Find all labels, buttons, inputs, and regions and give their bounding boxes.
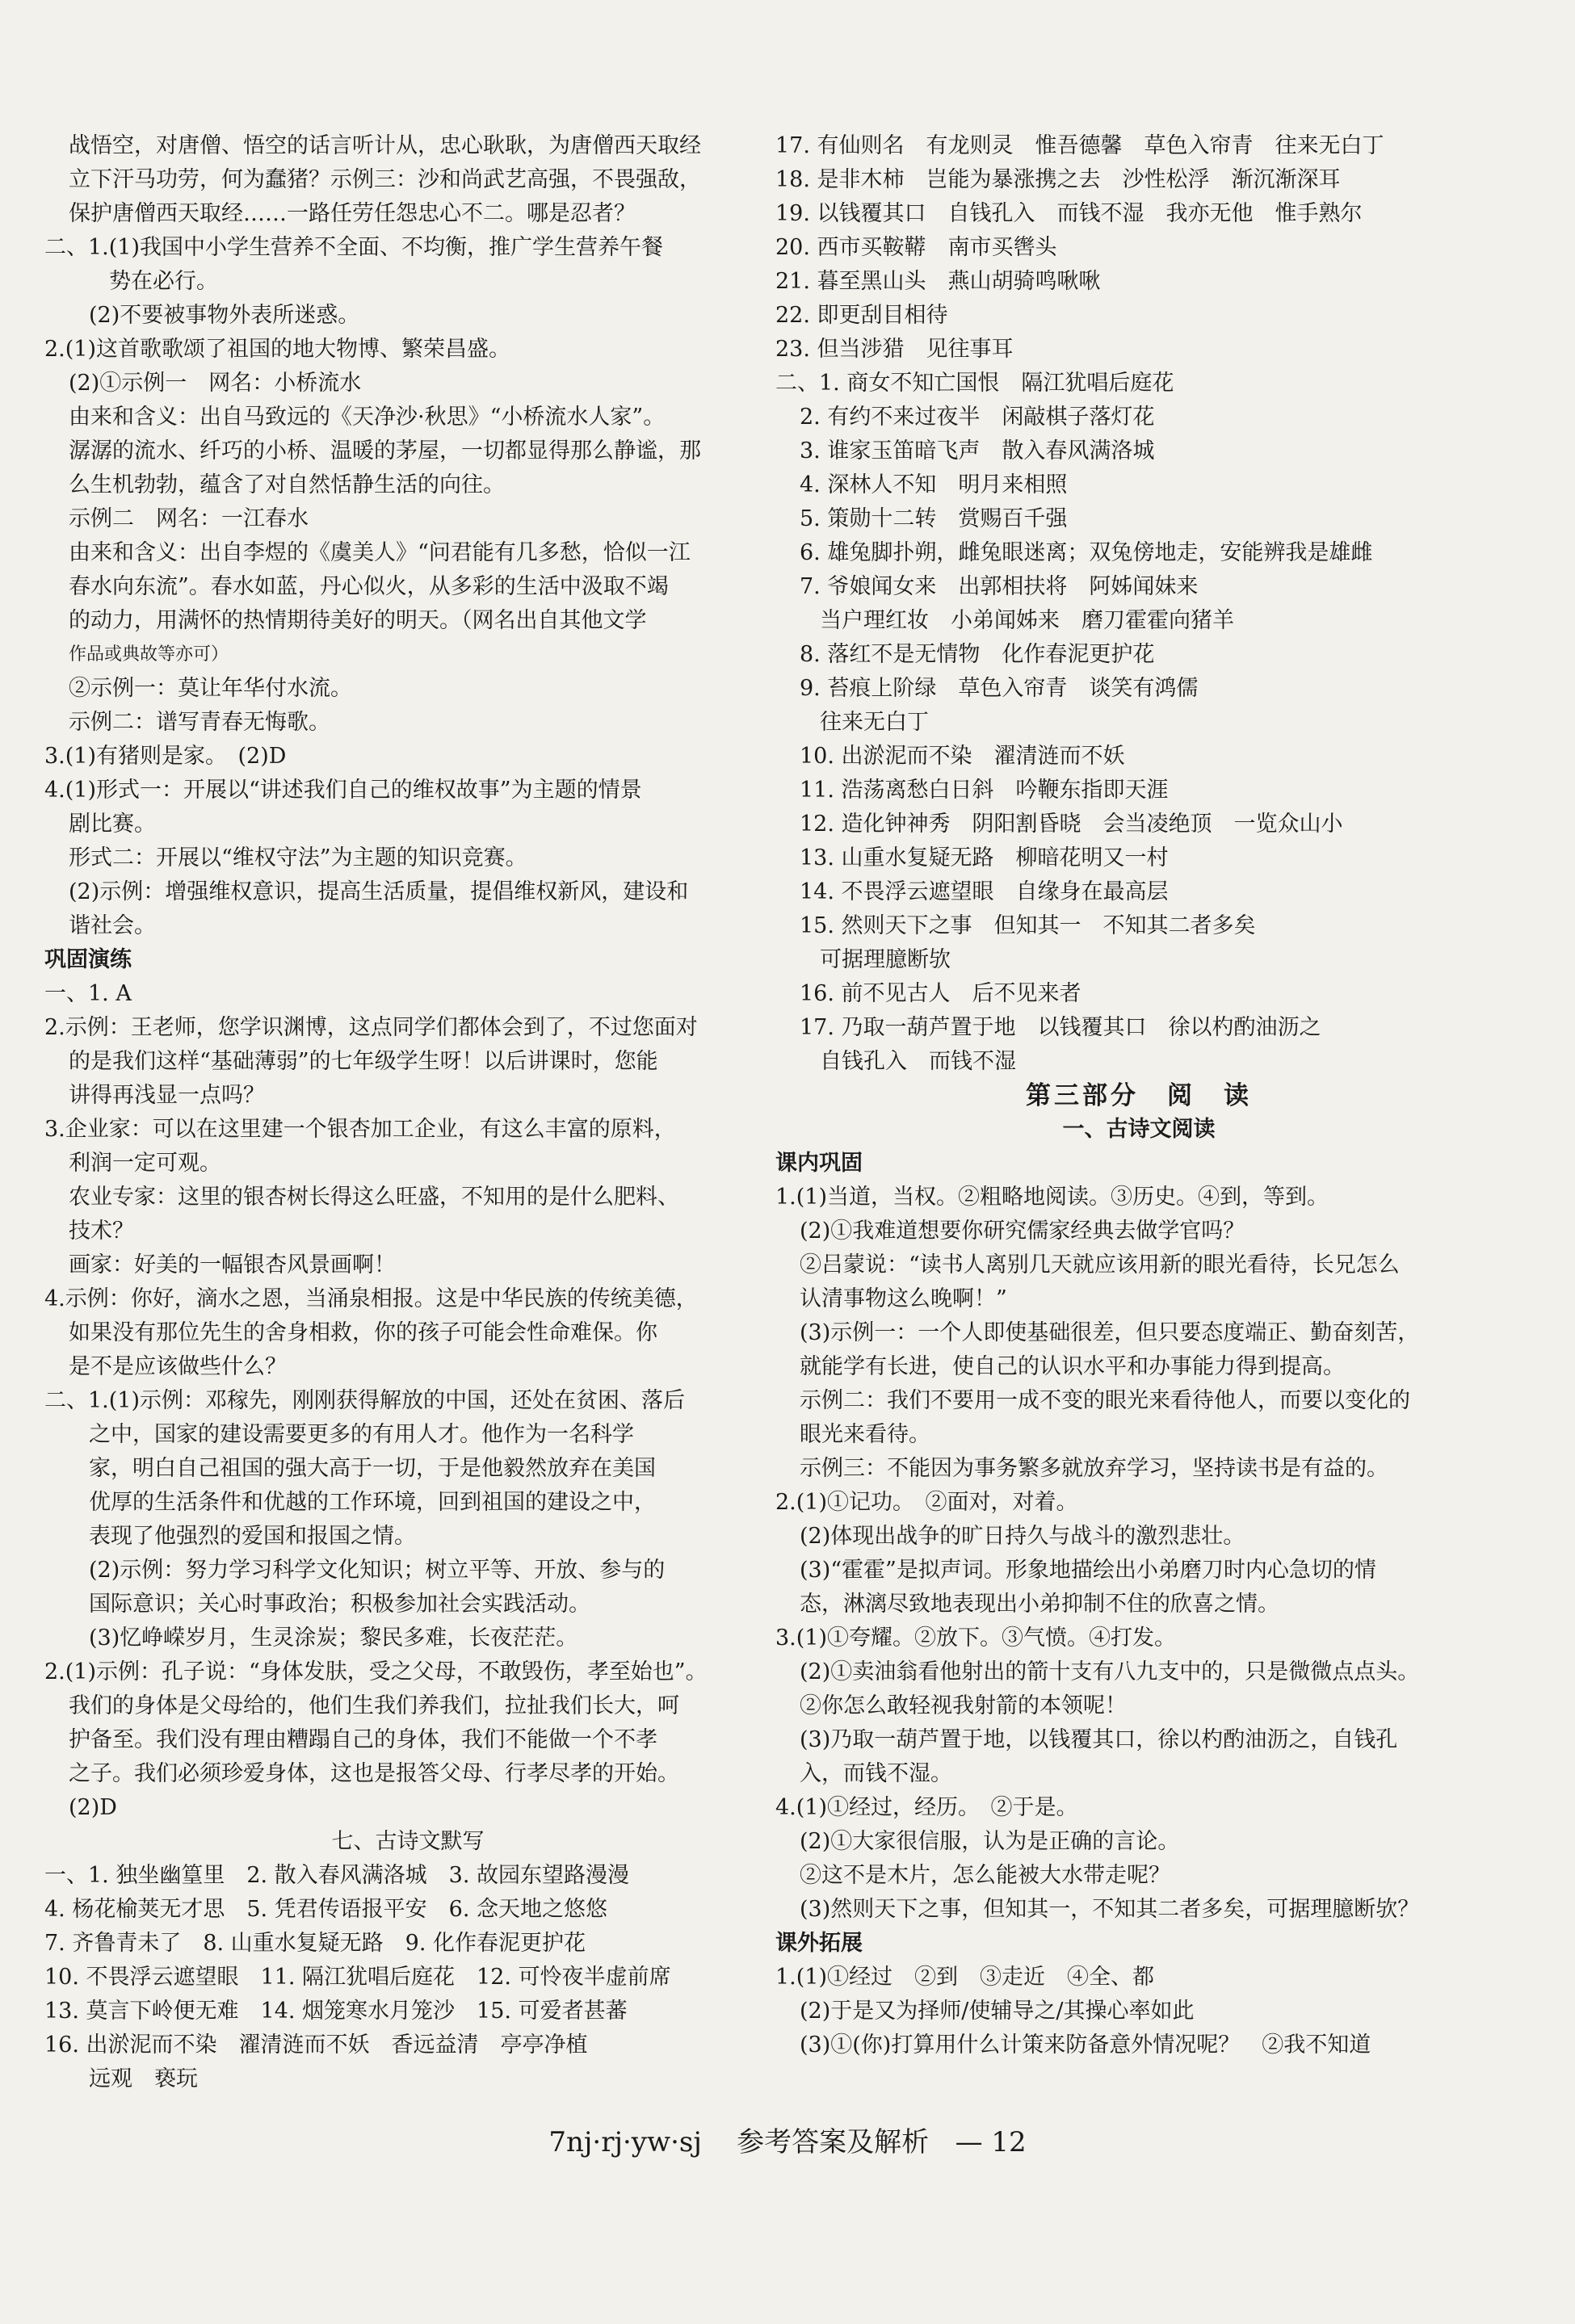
footer-code: 7nj·rj·yw·sj <box>548 2126 702 2158</box>
text-line: 剧比赛。 <box>69 812 156 837</box>
text-line: 战悟空，对唐僧、悟空的话言听计从，忠心耿耿，为唐僧西天取经 <box>69 133 701 158</box>
footer-page-number: — 12 <box>955 2126 1027 2158</box>
text-line: 课内巩固 <box>775 1151 863 1176</box>
text-line: 3.(1)有猪则是家。 (2)D <box>44 744 287 769</box>
text-line: 17. 有仙则名 有龙则灵 惟吾德馨 草色入帘青 往来无白丁 <box>775 133 1384 158</box>
text-line: 10. 出淤泥而不染 濯清涟而不妖 <box>800 744 1125 769</box>
text-line: 2. 有约不来过夜半 闲敲棋子落灯花 <box>800 405 1155 430</box>
text-line: 课外拓展 <box>775 1931 863 1956</box>
text-line: 4. 深林人不知 明月来相照 <box>800 472 1068 497</box>
text-line: 入，而钱不湿。 <box>800 1761 952 1786</box>
text-line: 2.(1)这首歌歌颂了祖国的地大物博、繁荣昌盛。 <box>44 337 511 362</box>
text-line: 形式二：开展以“维权守法”为主题的知识竞赛。 <box>69 845 527 870</box>
text-line: 第三部分 阅 读 <box>1026 1081 1252 1110</box>
text-line: 11. 浩荡离愁白日斜 吟鞭东指即天涯 <box>800 778 1169 803</box>
text-line: 往来无白丁 <box>820 710 929 735</box>
text-line: (2)①大家很信服，认为是正确的言论。 <box>800 1829 1180 1854</box>
text-line: 14. 不畏浮云遮望眼 自缘身在最高层 <box>800 879 1169 904</box>
text-line: (2)①我难道想要你研究儒家经典去做学官吗？ <box>800 1219 1245 1244</box>
text-line: 20. 西市买鞍鞯 南市买辔头 <box>775 235 1057 260</box>
text-line: 4.(1)形式一：开展以“讲述我们自己的维权故事”为主题的情景 <box>44 778 642 803</box>
text-line: (3)示例一：一个人即使基础很差，但只要态度端正、勤奋刻苦， <box>800 1320 1420 1345</box>
text-line: 17. 乃取一葫芦置于地 以钱覆其口 徐以杓酌油沥之 <box>800 1015 1321 1040</box>
text-line: 一、古诗文阅读 <box>1062 1117 1216 1142</box>
text-line: 7. 爷娘闻女来 出郭相扶将 阿姊闻妹来 <box>800 574 1199 599</box>
text-line: 3.(1)①夸耀。②放下。③气愤。④打发。 <box>775 1626 1177 1651</box>
right-column <box>775 129 1502 2062</box>
text-line: 示例二：我们不要用一成不变的眼光来看待他人，而要以变化的 <box>800 1388 1410 1413</box>
text-line: 么生机勃勃，蕴含了对自然恬静生活的向往。 <box>69 472 505 497</box>
text-line: (3)乃取一葫芦置于地，以钱覆其口，徐以杓酌油沥之，自钱孔 <box>800 1727 1398 1752</box>
text-line: 眼光来看待。 <box>800 1422 930 1447</box>
text-line: (2)①卖油翁看他射出的箭十支有八九支中的，只是微微点点头。 <box>800 1659 1420 1684</box>
text-line: 我们的身体是父母给的，他们生我们养我们，拉扯我们长大，呵 <box>69 1693 679 1718</box>
text-line: 技术？ <box>69 1219 134 1244</box>
text-line: 23. 但当涉猎 见往事耳 <box>775 337 1014 362</box>
text-line: 家，明白自己祖国的强大高于一切，于是他毅然放弃在美国 <box>89 1456 656 1481</box>
text-line: 当户理红妆 小弟闻姊来 磨刀霍霍向猪羊 <box>820 608 1234 633</box>
text-line: 13. 莫言下岭便无难 14. 烟笼寒水月笼沙 15. 可爱者甚蕃 <box>44 1999 628 2024</box>
text-line: 巩固演练 <box>44 947 132 972</box>
text-line: 22. 即更刮目相待 <box>775 303 948 328</box>
text-line: 势在必行。 <box>109 269 218 294</box>
text-line: 可据理臆断欤 <box>820 947 951 972</box>
text-line: 16. 出淤泥而不染 濯清涟而不妖 香远益清 亭亭净植 <box>44 2032 588 2058</box>
text-line: 7. 齐鲁青未了 8. 山重水复疑无路 9. 化作春泥更护花 <box>44 1931 586 1956</box>
text-line: 12. 造化钟神秀 阴阳割昏晓 会当凌绝顶 一览众山小 <box>800 812 1343 837</box>
text-line: 二、1. 商女不知亡国恨 隔江犹唱后庭花 <box>775 371 1174 396</box>
text-line: ②吕蒙说：“读书人离别几天就应该用新的眼光看待，长兄怎么 <box>800 1252 1400 1277</box>
text-line: ②示例一：莫让年华付水流。 <box>69 676 352 701</box>
text-line: (2)示例：努力学习科学文化知识；树立平等、开放、参与的 <box>89 1558 666 1583</box>
text-line: (2)体现出战争的旷日持久与战斗的激烈悲壮。 <box>800 1524 1245 1549</box>
text-line: 4.示例：你好，滴水之恩，当涌泉相报。这是中华民族的传统美德， <box>44 1286 698 1311</box>
left-column <box>44 129 771 2096</box>
text-line: 认清事物这么晚啊！” <box>800 1286 1007 1311</box>
text-line: 1.(1)当道，当权。②粗略地阅读。③历史。④到，等到。 <box>775 1185 1329 1210</box>
text-line: 9. 苔痕上阶绿 草色入帘青 谈笑有鸿儒 <box>800 676 1199 701</box>
text-line: (3)①(你)打算用什么计策来防备意外情况呢？ ②我不知道 <box>800 2032 1371 2058</box>
text-line: 8. 落红不是无情物 化作春泥更护花 <box>800 642 1155 667</box>
text-line: 21. 暮至黑山头 燕山胡骑鸣啾啾 <box>775 269 1101 294</box>
text-line: ②你怎么敢轻视我射箭的本领呢！ <box>800 1693 1127 1718</box>
text-line: 潺潺的流水、纤巧的小桥、温暖的茅屋，一切都显得那么静谧，那 <box>69 438 701 464</box>
text-line: (2)不要被事物外表所迷惑。 <box>89 303 360 328</box>
text-line: 讲得再浅显一点吗？ <box>69 1083 265 1108</box>
text-line: 之子。我们必须珍爱身体，这也是报答父母、行孝尽孝的开始。 <box>69 1761 679 1786</box>
text-line: 优厚的生活条件和优越的工作环境，回到祖国的建设之中， <box>89 1490 656 1515</box>
text-line: 2.(1)示例：孔子说：“身体发肤，受之父母，不敢毁伤，孝至始也”。 <box>44 1659 708 1684</box>
text-line: 二、1.(1)示例：邓稼先，刚刚获得解放的中国，还处在贫困、落后 <box>44 1388 686 1413</box>
text-line: (2)D <box>69 1795 117 1820</box>
text-line: 态，淋漓尽致地表现出小弟抑制不住的欣喜之情。 <box>800 1592 1279 1617</box>
text-line: (3)忆峥嵘岁月，生灵涂炭；黎民多难，长夜茫茫。 <box>89 1626 578 1651</box>
text-line: 画家：好美的一幅银杏风景画啊！ <box>69 1252 396 1277</box>
text-line: 示例三：不能因为事务繁多就放弃学习，坚持读书是有益的。 <box>800 1456 1388 1481</box>
text-line: 国际意识；关心时事政治；积极参加社会实践活动。 <box>89 1592 590 1617</box>
text-line: 利润一定可观。 <box>69 1151 221 1176</box>
text-line: 二、1.(1)我国中小学生营养不全面、不均衡，推广学生营养午餐 <box>44 235 664 260</box>
text-line: ②这不是木片，怎么能被大水带走呢？ <box>800 1863 1170 1888</box>
text-line: 4.(1)①经过，经历。 ②于是。 <box>775 1795 1078 1820</box>
text-line: 一、1. 独坐幽篁里 2. 散入春风满洛城 3. 故园东望路漫漫 <box>44 1863 630 1888</box>
text-line: 作品或典故等亦可） <box>69 644 229 665</box>
text-line: 19. 以钱覆其口 自钱孔入 而钱不湿 我亦无他 惟手熟尔 <box>775 201 1363 226</box>
page-footer <box>0 2122 1575 2162</box>
text-line: 5. 策勋十二转 赏赐百千强 <box>800 506 1068 531</box>
text-line: 是不是应该做些什么？ <box>69 1354 287 1379</box>
text-line: 2.(1)①记功。 ②面对，对着。 <box>775 1490 1078 1515</box>
text-line: 如果没有那位先生的舍身相救，你的孩子可能会性命难保。你 <box>69 1320 657 1345</box>
text-line: 6. 雄兔脚扑朔，雌兔眼迷离；双兔傍地走，安能辨我是雄雌 <box>800 540 1373 565</box>
text-line: 18. 是非木柿 岂能为暴涨携之去 沙性松浮 渐沉渐深耳 <box>775 167 1341 192</box>
text-line: 谐社会。 <box>69 913 156 938</box>
text-line: 立下汗马功劳，何为蠢猪？示例三：沙和尚武艺高强，不畏强敌， <box>69 167 701 192</box>
text-line: 3. 谁家玉笛暗飞声 散入春风满洛城 <box>800 438 1155 464</box>
text-line: (2)示例：增强维权意识，提高生活质量，提倡维权新风，建设和 <box>69 879 689 904</box>
text-line: 3.企业家：可以在这里建一个银杏加工企业，有这么丰富的原料， <box>44 1117 676 1142</box>
text-line: 13. 山重水复疑无路 柳暗花明又一村 <box>800 845 1169 870</box>
text-line: 4. 杨花榆荚无才思 5. 凭君传语报平安 6. 念天地之悠悠 <box>44 1897 608 1922</box>
text-line: 16. 前不见古人 后不见来者 <box>800 981 1082 1006</box>
text-line: (2)①示例一 网名：小桥流水 <box>69 371 362 396</box>
text-line: 之中，国家的建设需要更多的有用人才。他作为一名科学 <box>89 1422 634 1447</box>
text-line: 由来和含义：出自马致远的《天净沙·秋思》“小桥流水人家”。 <box>69 405 666 430</box>
text-line: (2)于是又为择师/使辅导之/其操心率如此 <box>800 1999 1195 2024</box>
text-line: 2.示例：王老师，您学识渊博，这点同学们都体会到了，不过您面对 <box>44 1015 698 1040</box>
text-line: 1.(1)①经过 ②到 ③走近 ④全、都 <box>775 1965 1155 1990</box>
text-line: (3)“霍霍”是拟声词。形象地描绘出小弟磨刀时内心急切的情 <box>800 1558 1376 1583</box>
text-line: 一、1. A <box>44 981 132 1006</box>
text-line: 春水向东流”。春水如蓝，丹心似火，从多彩的生活中汲取不竭 <box>69 574 669 599</box>
text-line: 示例二 网名：一江春水 <box>69 506 309 531</box>
text-line: 的是我们这样“基础薄弱”的七年级学生呀！以后讲课时，您能 <box>69 1049 658 1074</box>
text-line: 10. 不畏浮云遮望眼 11. 隔江犹唱后庭花 12. 可怜夜半虚前席 <box>44 1965 671 1990</box>
footer-title: 参考答案及解析 <box>737 2126 930 2158</box>
text-line: 自钱孔入 而钱不湿 <box>820 1049 1016 1074</box>
text-line: 表现了他强烈的爱国和报国之情。 <box>89 1524 416 1549</box>
text-line: 远观 亵玩 <box>89 2066 198 2091</box>
text-line: 15. 然则天下之事 但知其一 不知其二者多矣 <box>800 913 1256 938</box>
text-line: 保护唐僧西天取经……一路任劳任怨忠心不二。哪是忍者？ <box>69 201 636 226</box>
text-line: 农业专家：这里的银杏树长得这么旺盛，不知用的是什么肥料、 <box>69 1185 679 1210</box>
text-line: 七、古诗文默写 <box>331 1829 485 1854</box>
text-line: 护备至。我们没有理由糟蹋自己的身体，我们不能做一个不孝 <box>69 1727 657 1752</box>
text-line: (3)然则天下之事，但知其一，不知其二者多矣，可据理臆断欤？ <box>800 1897 1420 1922</box>
text-line: 的动力，用满怀的热情期待美好的明天。（网名出自其他文学 <box>69 608 647 633</box>
text-line: 就能学有长进，使自己的认识水平和办事能力得到提高。 <box>800 1354 1345 1379</box>
text-line: 示例二：谱写青春无悔歌。 <box>69 710 330 735</box>
text-line: 由来和含义：出自李煜的《虞美人》“问君能有几多愁，恰似一江 <box>69 540 691 565</box>
